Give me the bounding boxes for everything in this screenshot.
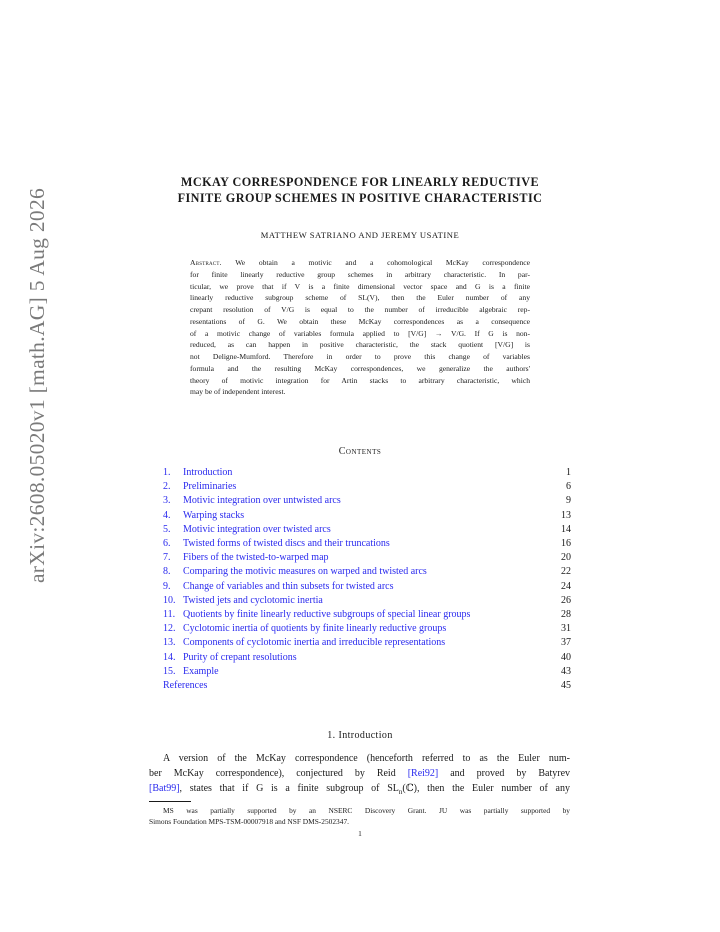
toc-entry-title: Motivic integration over untwisted arcs [183,495,341,507]
toc-entry-number: 8. [163,566,171,578]
title-line-1: MCKAY CORRESPONDENCE FOR LINEARLY REDUCTIVE [180,175,540,189]
toc-entry-page: 14 [561,523,571,535]
toc-entry-number: 7. [163,552,171,564]
toc-entry-link[interactable] [163,537,390,551]
toc-entry-title: Change of variables and thin subsets for twisted arcs [183,580,394,592]
toc-entry-title: Motivic integration over twisted arcs [183,523,331,535]
toc-entry-link[interactable] [163,523,331,537]
paper-authors: MATTHEW SATRIANO AND JEREMY USATINE [260,230,460,240]
toc-entry-number: 11. [163,609,176,621]
toc-entry-page: 26 [561,594,571,606]
paper-title [120,175,600,206]
toc-entry-link[interactable] [163,594,323,608]
citation-link-bat99[interactable]: [Bat99] [149,783,180,795]
abstract-line [190,257,530,269]
toc-entry-link[interactable] [163,608,470,622]
citation-link-rei92[interactable]: [Rei92] [407,768,439,780]
toc-entry[interactable] [163,551,571,565]
body-text-fragment: and proved by Batyrev [450,768,571,780]
abstract-label: Abstract. [190,258,222,267]
toc-entry-link[interactable] [163,466,232,480]
toc-entry-number: 9. [163,580,171,592]
toc-entry-link[interactable] [163,480,236,494]
abstract-line: crepant resolution of V/G is equal to the number of irreducible algebraic rep- [190,305,530,314]
toc-entry-page: 16 [561,538,571,550]
toc-entry-link[interactable] [163,494,341,508]
toc-entry-link[interactable] [163,636,445,650]
footnote [149,805,570,827]
introduction-body [149,751,570,801]
toc-entry-link[interactable] [163,665,219,679]
toc-entry-link[interactable] [163,622,446,636]
toc-entry-title: Cyclotomic inertia of quotients by finite linearly reductive groups [183,623,447,635]
body-text-fragment: (ℂ), then the Euler number of any [402,783,570,795]
footnote-line: Simons Foundation MPS-TSM-00007918 and NSF DMS-2502347. [149,817,349,826]
page-number: 1 [358,829,362,838]
toc-entry[interactable] [163,679,571,693]
toc-entry[interactable] [163,665,571,679]
toc-entry-page: 1 [566,467,571,478]
toc-entry[interactable] [163,608,571,622]
toc-entry[interactable] [163,636,571,650]
toc-entry[interactable] [163,580,571,594]
toc-entry-page: 28 [561,609,571,621]
section-heading-introduction: 1. Introduction [327,730,393,741]
toc-entry-page: 13 [561,509,571,521]
subscript-n: n [398,788,403,797]
body-text-fragment: , states that if G is a finite subgroup of SL [179,783,399,795]
toc-entry-title: Components of cyclotomic inertia and irreducible representations [183,637,446,649]
toc-entry-title: Preliminaries [183,481,237,493]
toc-entry-page: 9 [566,495,571,507]
abstract-text: We obtain a motivic and a cohomological McKay correspondence [235,258,530,267]
toc-entry-page: 37 [561,637,571,649]
abstract-line: linearly reductive subgroup scheme of SL(V), then the Euler number of any [190,293,530,303]
toc-entry-number: 10. [163,594,176,606]
toc-entry-number: 12. [163,623,176,635]
toc-entry-title: Purity of crepant resolutions [183,651,297,663]
toc-entry-page: 20 [561,552,571,564]
abstract-line: ticular, we prove that if V is a finite dimensional vector space and G is a finite [190,281,530,291]
abstract-line: formula and the resulting McKay correspondences, we generalize the authors' [190,363,530,373]
arxiv-identifier: arXiv:2608.05020v1 [math.AG] 5 Aug 2026 [25,187,50,583]
toc-entry-page: 45 [561,680,571,692]
toc-entry[interactable] [163,523,571,537]
toc-entry-number: 1. [163,467,171,478]
contents-heading: Contents [338,446,382,457]
toc-entry[interactable] [163,651,571,665]
toc-entry-number: 13. [163,637,176,649]
abstract-line: not Deligne-Mumford. Therefore in order to prove this change of variables [190,352,530,361]
toc-entry-page: 22 [561,566,571,578]
toc-entry[interactable] [163,480,571,494]
toc-entry[interactable] [163,594,571,608]
arxiv-identifier-sidebar [8,187,68,583]
toc-entry-page: 40 [561,651,571,663]
toc-entry-title: References [163,680,208,692]
toc-entry-number: 14. [163,651,176,663]
toc-entry[interactable] [163,466,571,480]
toc-entry-number: 15. [163,665,176,677]
toc-entry-title: Warping stacks [183,509,245,521]
abstract-line: resentations of G. We obtain these McKay correspondences as a consequence [190,316,530,326]
footnote-divider [149,801,191,802]
body-line [149,781,570,800]
abstract-line: reduced, as can happen in positive characteristic, the stack quotient [V/G] is [190,340,530,350]
toc-entry-page: 6 [566,481,571,493]
toc-entry-title: Comparing the motivic measures on warped and twisted arcs [183,566,427,578]
toc-entry-title: Twisted jets and cyclotomic inertia [183,594,323,606]
toc-entry-title: Fibers of the twisted-to-warped map [183,552,329,564]
toc-entry[interactable] [163,494,571,508]
table-of-contents [163,466,571,693]
body-line: A version of the McKay correspondence (henceforth referred to as the Euler num- [163,753,570,764]
toc-entry-title: Quotients by finite linearly reductive subgroups of special linear groups [183,609,471,621]
toc-entry[interactable] [163,565,571,579]
body-text-fragment: ber McKay correspondence), conjectured by Reid [149,768,396,780]
toc-entry-link[interactable] [163,509,244,523]
toc-entry-link[interactable] [163,580,394,594]
toc-entry-number: 2. [163,481,171,493]
toc-entry-number: 6. [163,538,171,550]
toc-entry-link[interactable] [163,551,329,565]
toc-entry-number: 5. [163,523,171,535]
toc-entry-link[interactable] [163,679,207,693]
body-line [149,766,570,781]
abstract-line: of a motivic change of variables formula applied to [V/G] → V/G. If G is non- [190,328,530,338]
abstract-line: for finite linearly reductive group schemes in arbitrary characteristic. In par- [190,269,530,279]
toc-entry-page: 31 [561,623,571,635]
toc-entry-title: Example [183,665,219,677]
toc-entry-link[interactable] [163,651,297,665]
toc-entry[interactable] [163,509,571,523]
abstract [190,257,530,398]
footnote-line: MS was partially supported by an NSERC Discovery Grant. JU was partially supported by [163,806,570,815]
abstract-line: may be of independent interest. [190,387,286,397]
toc-entry-page: 43 [561,665,571,677]
toc-entry-page: 24 [561,580,571,592]
toc-entry-number: 3. [163,495,171,507]
abstract-line: theory of motivic integration for Artin stacks to arbitrary characteristic, which [190,375,530,385]
toc-entry[interactable] [163,622,571,636]
toc-entry-title: Introduction [183,467,233,478]
toc-entry-title: Twisted forms of twisted discs and their truncations [183,538,390,550]
title-line-2: FINITE GROUP SCHEMES IN POSITIVE CHARACTERISTIC [177,190,543,205]
toc-entry-number: 4. [163,509,171,521]
toc-entry[interactable] [163,537,571,551]
toc-entry-link[interactable] [163,565,427,579]
